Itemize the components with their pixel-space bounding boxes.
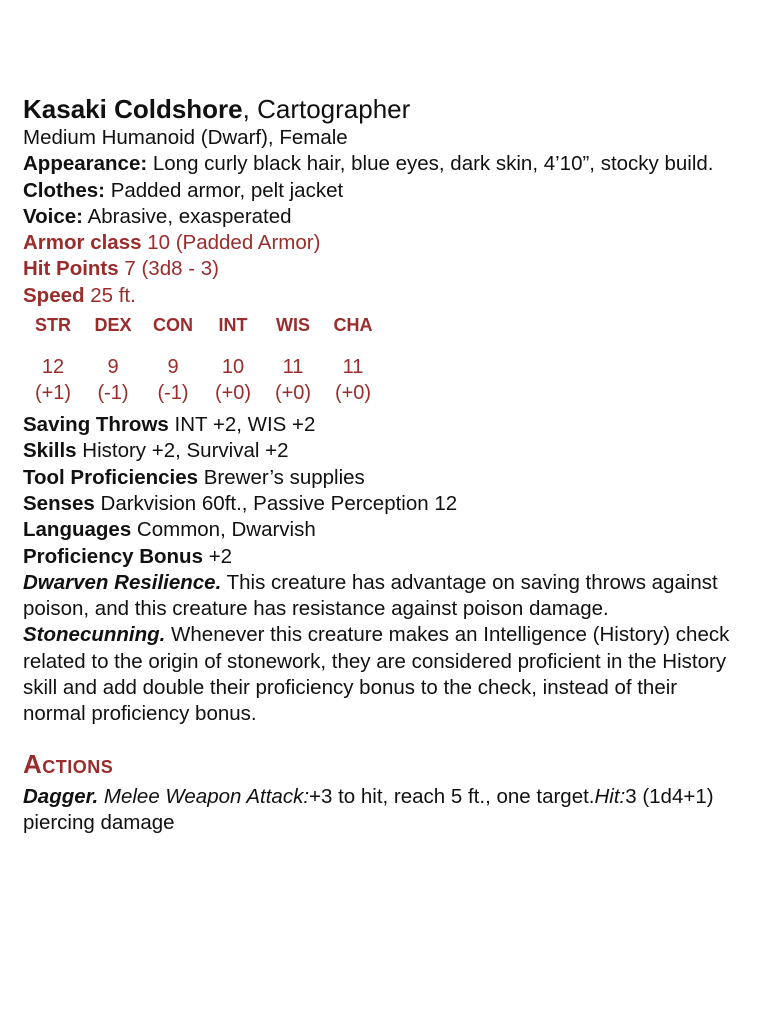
action-name: Dagger. <box>23 784 99 808</box>
armor-class-value: 10 (Padded Armor) <box>141 231 321 255</box>
ability-modifier: (-1) <box>97 382 129 405</box>
ability-names-row <box>23 315 383 343</box>
hit-points-label: Hit Points <box>23 257 119 281</box>
ability-score: 9 <box>167 356 179 379</box>
hit-points-line <box>23 256 743 282</box>
ability-score: 11 <box>282 356 304 379</box>
npc-type-line: Medium Humanoid (Dwarf), Female <box>23 126 348 149</box>
saving-throws-value: INT +2, WIS +2 <box>168 413 316 437</box>
tool-proficiencies-label: Tool Proficiencies <box>23 465 199 489</box>
action-dagger <box>23 784 743 837</box>
ability-score: 11 <box>342 356 364 379</box>
stat-block <box>23 93 743 836</box>
trait-stonecunning <box>23 622 743 727</box>
appearance-text: Long curly black hair, blue eyes, dark skin, 4’10”, stocky build. <box>147 152 714 176</box>
spacer-row <box>23 343 383 354</box>
proficiency-bonus-label: Proficiency Bonus <box>23 544 203 568</box>
tool-proficiencies-line <box>23 465 743 491</box>
ability-name: DEX <box>94 315 132 336</box>
trait-description: Whenever this creature makes an Intelligence (History) check related to the origin of stonework, they are considered proficient in the History skill and add double their proficiency bonus to the check, instead of their normal proficiency bonus. <box>23 623 730 726</box>
ability-name: WIS <box>276 315 310 336</box>
ability-modifier: (+0) <box>214 382 252 405</box>
proficiency-bonus-value: +2 <box>203 544 233 568</box>
clothes-text: Padded armor, pelt jacket <box>105 178 344 202</box>
ability-name: CON <box>153 315 193 336</box>
voice-line <box>23 204 743 230</box>
senses-value: Darkvision 60ft., Passive Perception 12 <box>94 491 458 515</box>
clothes-line <box>23 178 743 204</box>
skills-line <box>23 438 743 464</box>
ability-name: CHA <box>333 315 373 336</box>
speed-label: Speed <box>23 283 85 307</box>
ability-modifier: (+0) <box>274 382 312 405</box>
ability-modifier: (+0) <box>334 382 372 405</box>
npc-title <box>23 93 743 125</box>
ability-modifier: (-1) <box>157 382 189 405</box>
senses-label: Senses <box>23 491 95 515</box>
proficiency-bonus-line <box>23 544 743 570</box>
ability-scores-row <box>23 354 383 380</box>
actions-heading: Actions <box>23 748 114 779</box>
ability-name: STR <box>35 315 71 336</box>
senses-line <box>23 491 743 517</box>
armor-class-line <box>23 230 743 256</box>
ability-score: 10 <box>221 356 245 379</box>
trait-name: Dwarven Resilience. <box>23 570 222 594</box>
saving-throws-line <box>23 412 743 438</box>
appearance-line <box>23 151 743 177</box>
action-attack-text: +3 to hit, reach 5 ft., one target. <box>309 784 595 808</box>
npc-name: Kasaki Coldshore <box>23 94 243 124</box>
armor-class-label: Armor class <box>23 231 142 255</box>
hit-points-value: 7 (3d8 - 3) <box>118 257 219 281</box>
languages-label: Languages <box>23 518 132 542</box>
saving-throws-label: Saving Throws <box>23 413 169 437</box>
npc-role: , Cartographer <box>242 94 411 124</box>
languages-value: Common, Dwarvish <box>131 518 316 542</box>
ability-modifier: (+1) <box>34 382 72 405</box>
skills-value: History +2, Survival +2 <box>76 439 289 463</box>
languages-line <box>23 517 743 543</box>
action-attack-type: Melee Weapon Attack: <box>98 784 310 808</box>
speed-value: 25 ft. <box>84 283 136 307</box>
clothes-label: Clothes: <box>23 178 105 202</box>
action-hit-label: Hit: <box>594 784 626 808</box>
ability-name: INT <box>218 315 248 336</box>
trait-name: Stonecunning. <box>23 623 166 647</box>
trait-description: This creature has advantage on saving throws against poison, and this creature has resistance against poison damage. <box>23 570 718 621</box>
ability-score: 9 <box>107 356 119 379</box>
appearance-label: Appearance: <box>23 152 148 176</box>
trait-dwarven-resilience <box>23 570 743 623</box>
tool-proficiencies-value: Brewer’s supplies <box>198 465 365 489</box>
skills-label: Skills <box>23 439 77 463</box>
ability-modifiers-row <box>23 380 383 406</box>
speed-line <box>23 283 743 309</box>
action-hit-text: 3 (1d4+1) piercing damage <box>23 784 714 834</box>
voice-label: Voice: <box>23 204 83 228</box>
ability-scores-table <box>23 315 383 406</box>
voice-text: Abrasive, exasperated <box>83 204 292 228</box>
ability-score: 12 <box>41 356 65 379</box>
